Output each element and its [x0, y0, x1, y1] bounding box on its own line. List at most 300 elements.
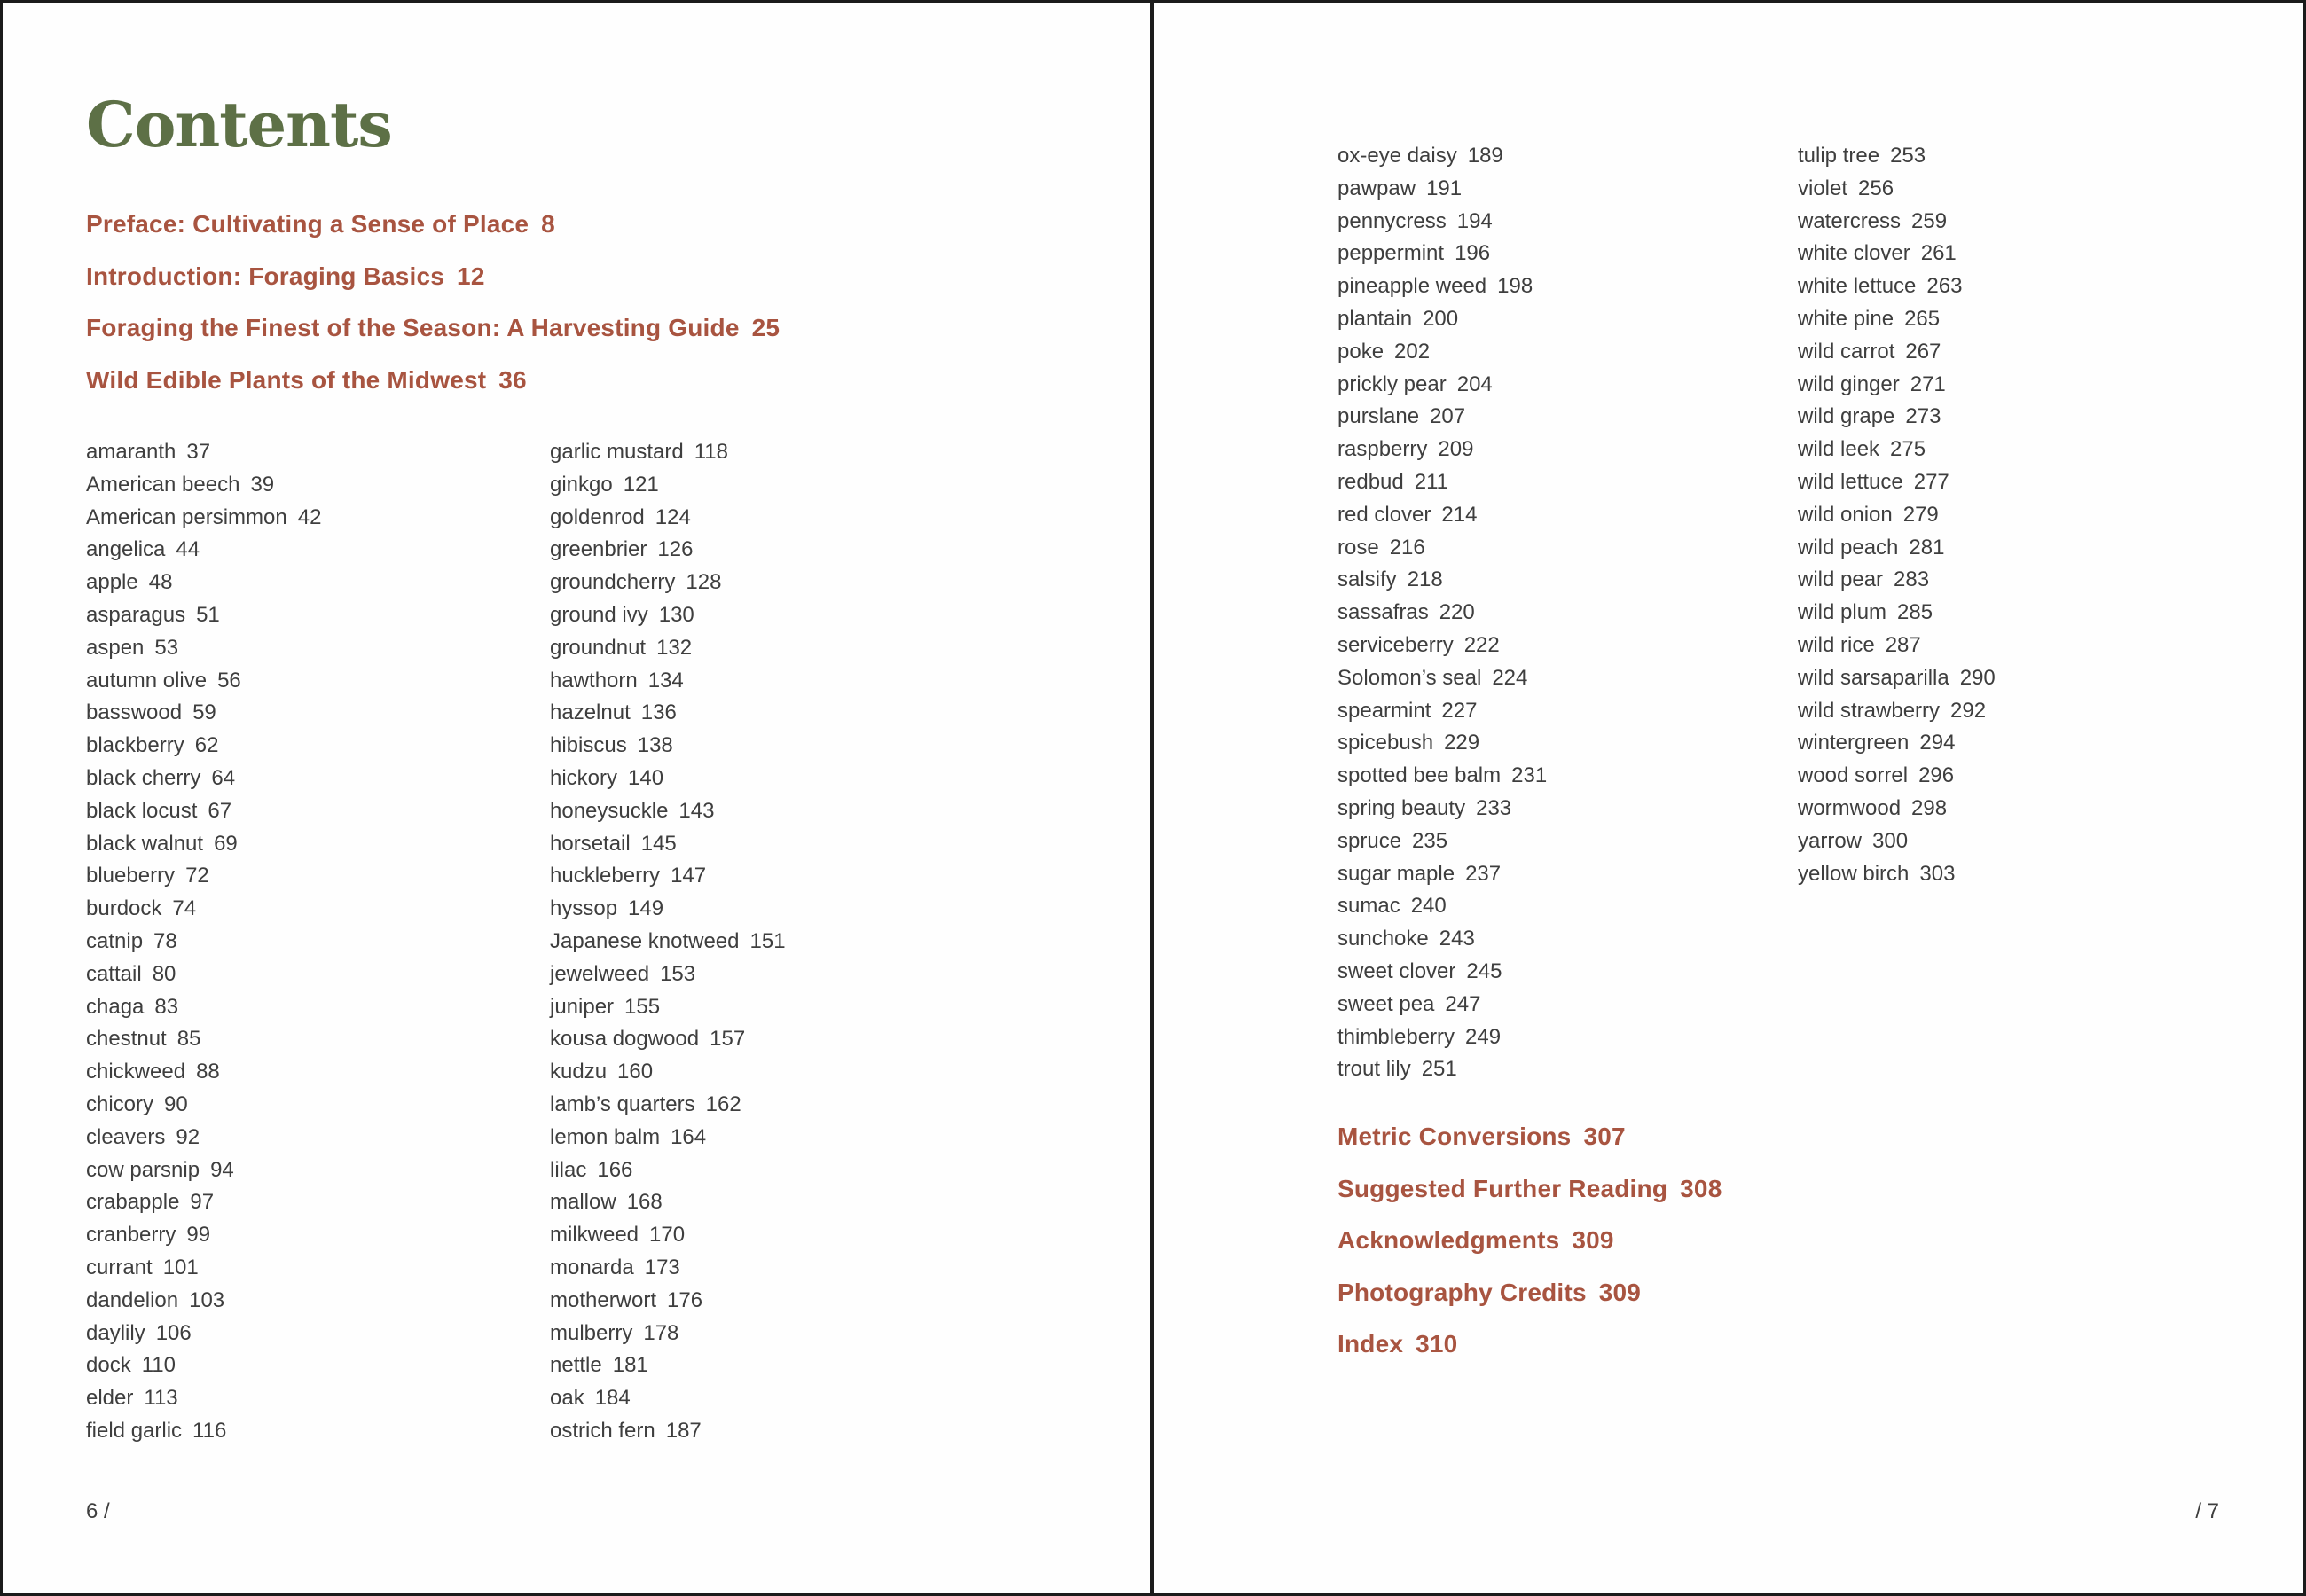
entry-label: aspen: [86, 635, 145, 660]
entry-label: hazelnut: [550, 700, 631, 725]
plant-entry: [86, 1287, 321, 1320]
entry-page-number: 92: [176, 1124, 200, 1149]
entry-label: wild ginger: [1798, 372, 1900, 396]
plant-entry: [1798, 567, 1996, 599]
entry-label: garlic mustard: [550, 440, 684, 464]
entry-label: dandelion: [86, 1287, 179, 1312]
entry-label: hyssop: [550, 896, 618, 921]
entry-label: chicory: [86, 1091, 154, 1116]
plant-entry: [550, 798, 786, 831]
entry-label: kudzu: [550, 1060, 608, 1084]
entry-page-number: 37: [186, 440, 211, 464]
entry-label: hickory: [550, 765, 618, 790]
entry-page-number: 300: [1872, 828, 1909, 853]
back-matter-list: [1337, 1122, 1722, 1381]
entry-page-number: 273: [1905, 404, 1941, 429]
entry-page-number: 307: [1583, 1123, 1626, 1150]
plant-entry: [550, 1157, 786, 1190]
entry-page-number: 53: [154, 635, 179, 660]
entry-page-number: 110: [141, 1353, 176, 1378]
plant-entry: [1337, 991, 1547, 1024]
entry-label: wild pear: [1798, 567, 1884, 592]
plant-entry: [86, 863, 321, 896]
entry-label: black cherry: [86, 765, 201, 790]
entry-page-number: 67: [208, 798, 232, 823]
plant-entry: [1798, 372, 1996, 404]
page-number-left: 6 /: [86, 1499, 110, 1523]
entry-label: cattail: [86, 961, 142, 986]
plant-entry: [1798, 698, 1996, 731]
entry-page-number: 36: [498, 365, 527, 394]
entry-page-number: 178: [643, 1320, 679, 1345]
entry-label: prickly pear: [1337, 372, 1447, 396]
plant-entry: [550, 1255, 786, 1287]
entry-page-number: 229: [1444, 731, 1480, 755]
plant-list-left-column-2: [550, 439, 786, 1451]
entry-label: chickweed: [86, 1060, 186, 1084]
plant-entry: [550, 439, 786, 472]
entry-page-number: 287: [1885, 632, 1921, 657]
entry-label: Suggested Further Reading: [1337, 1174, 1668, 1202]
plant-entry: [1337, 958, 1547, 991]
plant-entry: [550, 1026, 786, 1059]
entry-page-number: 207: [1430, 404, 1466, 429]
plant-entry: [1798, 306, 1996, 339]
entry-label: pineapple weed: [1337, 274, 1487, 299]
plant-entry: [1798, 535, 1996, 567]
entry-label: salsify: [1337, 567, 1397, 592]
front-matter-entry: [86, 262, 780, 314]
plant-entry: [1337, 403, 1547, 436]
front-matter-entry: [86, 313, 780, 365]
entry-label: field garlic: [86, 1418, 183, 1443]
entry-label: jewelweed: [550, 961, 650, 986]
plant-entry: [1337, 861, 1547, 894]
entry-page-number: 25: [751, 314, 780, 341]
plant-entry: [1337, 240, 1547, 273]
entry-page-number: 235: [1412, 828, 1448, 853]
entry-label: Index: [1337, 1330, 1404, 1357]
plant-entry: [550, 668, 786, 700]
entry-label: dock: [86, 1353, 131, 1378]
entry-label: redbud: [1337, 469, 1404, 494]
entry-page-number: 220: [1439, 600, 1475, 625]
entry-label: blackberry: [86, 733, 184, 758]
entry-label: sassafras: [1337, 600, 1429, 625]
entry-label: poke: [1337, 339, 1384, 364]
entry-page-number: 113: [144, 1386, 178, 1411]
plant-entry: [86, 536, 321, 569]
plant-entry: [1337, 795, 1547, 828]
entry-label: autumn olive: [86, 668, 208, 692]
plant-entry: [86, 831, 321, 864]
plant-entry: [1337, 502, 1547, 535]
entry-page-number: 151: [749, 928, 786, 953]
plant-entry: [1337, 436, 1547, 469]
entry-label: purslane: [1337, 404, 1420, 429]
entry-label: Wild Edible Plants of the Midwest: [86, 365, 487, 394]
plant-entry: [86, 765, 321, 798]
entry-page-number: 124: [655, 505, 691, 529]
entry-page-number: 222: [1463, 632, 1500, 657]
entry-page-number: 187: [665, 1418, 702, 1443]
entry-page-number: 224: [1492, 665, 1528, 690]
plant-entry: [1798, 795, 1996, 828]
plant-entry: [1337, 273, 1547, 306]
plant-entry: [550, 1091, 786, 1124]
plant-entry: [86, 439, 321, 472]
entry-page-number: 308: [1680, 1174, 1722, 1202]
plant-entry: [86, 1320, 321, 1353]
entry-label: American persimmon: [86, 505, 287, 529]
plant-entry: [86, 1418, 321, 1451]
entry-page-number: 253: [1890, 144, 1926, 168]
plant-entry: [86, 1222, 321, 1255]
entry-page-number: 198: [1497, 274, 1533, 299]
plant-entry: [550, 1189, 786, 1222]
plant-entry: [1798, 665, 1996, 698]
entry-page-number: 130: [658, 602, 694, 627]
entry-page-number: 240: [1410, 894, 1447, 919]
back-matter-entry: [1337, 1174, 1722, 1226]
entry-label: white clover: [1798, 241, 1910, 266]
plant-entry: [1337, 535, 1547, 567]
entry-page-number: 145: [640, 831, 677, 856]
plant-entry: [86, 994, 321, 1027]
plant-entry: [1798, 599, 1996, 632]
plant-entry: [86, 798, 321, 831]
plant-entry: [1337, 469, 1547, 502]
plant-entry: [1798, 403, 1996, 436]
entry-label: American beech: [86, 472, 240, 497]
plant-entry: [86, 668, 321, 700]
entry-page-number: 285: [1897, 600, 1933, 625]
plant-entry: [86, 602, 321, 635]
entry-page-number: 39: [250, 472, 275, 497]
plant-entry: [86, 700, 321, 732]
entry-page-number: 176: [667, 1287, 703, 1312]
entry-label: chestnut: [86, 1027, 167, 1052]
entry-label: honeysuckle: [550, 798, 669, 823]
plant-list-right-column-1: [1337, 143, 1547, 1089]
plant-entry: [550, 896, 786, 928]
entry-label: pawpaw: [1337, 176, 1416, 200]
entry-page-number: 296: [1918, 763, 1955, 788]
plant-entry: [550, 863, 786, 896]
plant-entry: [1337, 208, 1547, 241]
entry-label: black locust: [86, 798, 198, 823]
entry-label: spotted bee balm: [1337, 763, 1502, 788]
entry-label: serviceberry: [1337, 632, 1454, 657]
entry-page-number: 166: [597, 1157, 633, 1182]
plant-entry: [1337, 1024, 1547, 1057]
plant-entry: [86, 1059, 321, 1091]
entry-page-number: 214: [1441, 502, 1478, 527]
entry-page-number: 173: [644, 1255, 680, 1279]
plant-entry: [86, 569, 321, 602]
entry-label: wild plum: [1798, 600, 1887, 625]
entry-label: sweet clover: [1337, 958, 1456, 983]
plant-entry: [1337, 1056, 1547, 1089]
entry-label: nettle: [550, 1353, 602, 1378]
entry-label: red clover: [1337, 502, 1431, 527]
entry-label: Photography Credits: [1337, 1278, 1587, 1306]
entry-page-number: 247: [1445, 991, 1481, 1016]
plant-entry: [1337, 698, 1547, 731]
entry-page-number: 94: [210, 1157, 234, 1182]
entry-label: ox-eye daisy: [1337, 144, 1457, 168]
entry-page-number: 69: [214, 831, 238, 856]
plant-entry: [1337, 730, 1547, 763]
entry-page-number: 74: [172, 896, 197, 921]
back-matter-entry: [1337, 1122, 1722, 1174]
entry-page-number: 202: [1394, 339, 1431, 364]
entry-label: asparagus: [86, 602, 186, 627]
entry-page-number: 51: [196, 602, 220, 627]
plant-entry: [1337, 599, 1547, 632]
entry-page-number: 78: [153, 928, 177, 953]
entry-label: spicebush: [1337, 731, 1434, 755]
entry-label: juniper: [550, 994, 615, 1019]
entry-page-number: 147: [671, 864, 707, 888]
entry-page-number: 168: [626, 1190, 663, 1215]
entry-label: Introduction: Foraging Basics: [86, 262, 445, 290]
entry-label: yarrow: [1798, 828, 1863, 853]
plant-entry: [550, 1287, 786, 1320]
entry-label: raspberry: [1337, 437, 1428, 462]
plant-entry: [1798, 730, 1996, 763]
plant-entry: [86, 635, 321, 668]
entry-label: elder: [86, 1386, 134, 1411]
entry-page-number: 209: [1438, 437, 1474, 462]
entry-label: blueberry: [86, 864, 176, 888]
entry-label: groundnut: [550, 635, 647, 660]
entry-page-number: 12: [457, 262, 485, 290]
plant-entry: [1337, 632, 1547, 665]
entry-label: Preface: Cultivating a Sense of Place: [86, 210, 529, 238]
entry-page-number: 294: [1919, 731, 1956, 755]
entry-page-number: 128: [686, 570, 722, 595]
plant-entry: [1337, 372, 1547, 404]
entry-label: wild peach: [1798, 535, 1899, 559]
plant-entry: [86, 505, 321, 537]
page-title: Contents: [86, 88, 392, 161]
entry-page-number: 44: [176, 537, 200, 562]
plant-entry: [1798, 436, 1996, 469]
plant-entry: [1798, 339, 1996, 372]
entry-page-number: 121: [623, 472, 659, 497]
plant-entry: [1798, 240, 1996, 273]
plant-entry: [1337, 339, 1547, 372]
back-matter-entry: [1337, 1329, 1722, 1381]
entry-label: hibiscus: [550, 733, 627, 758]
entry-page-number: 157: [710, 1027, 746, 1052]
entry-label: wild grape: [1798, 404, 1895, 429]
plant-entry: [1798, 208, 1996, 241]
entry-label: Japanese knotweed: [550, 928, 740, 953]
plant-entry: [1337, 665, 1547, 698]
back-matter-entry: [1337, 1225, 1722, 1278]
entry-page-number: 155: [624, 994, 661, 1019]
entry-label: lemon balm: [550, 1124, 661, 1149]
plant-entry: [550, 1059, 786, 1091]
plant-entry: [550, 1385, 786, 1418]
plant-entry: [550, 732, 786, 765]
plant-entry: [550, 1320, 786, 1353]
plant-entry: [550, 1418, 786, 1451]
entry-page-number: 153: [660, 961, 696, 986]
entry-page-number: 80: [152, 961, 176, 986]
entry-page-number: 196: [1455, 241, 1491, 266]
front-matter-entry: [86, 209, 780, 262]
plant-entry: [86, 472, 321, 505]
plant-entry: [86, 1124, 321, 1157]
plant-entry: [1337, 893, 1547, 926]
entry-page-number: 184: [594, 1386, 631, 1411]
entry-page-number: 189: [1467, 144, 1503, 168]
entry-label: wild strawberry: [1798, 698, 1941, 723]
plant-entry: [1337, 763, 1547, 795]
entry-label: white lettuce: [1798, 274, 1917, 299]
plant-entry: [1798, 273, 1996, 306]
entry-page-number: 292: [1950, 698, 1987, 723]
plant-entry: [1798, 502, 1996, 535]
entry-label: wild lettuce: [1798, 469, 1903, 494]
plant-entry: [550, 765, 786, 798]
entry-label: Solomon’s seal: [1337, 665, 1482, 690]
entry-label: cranberry: [86, 1223, 176, 1248]
entry-label: greenbrier: [550, 537, 647, 562]
entry-page-number: 271: [1910, 372, 1946, 396]
plant-list-left-column-1: [86, 439, 321, 1451]
entry-label: rose: [1337, 535, 1379, 559]
entry-page-number: 227: [1441, 698, 1478, 723]
entry-label: hawthorn: [550, 668, 638, 692]
entry-label: horsetail: [550, 831, 631, 856]
entry-page-number: 134: [647, 668, 684, 692]
plant-entry: [86, 961, 321, 994]
entry-label: tulip tree: [1798, 144, 1880, 168]
entry-label: motherwort: [550, 1287, 657, 1312]
entry-label: Metric Conversions: [1337, 1123, 1572, 1150]
entry-page-number: 245: [1466, 958, 1502, 983]
entry-page-number: 259: [1911, 208, 1948, 233]
entry-label: spring beauty: [1337, 795, 1466, 820]
plant-entry: [550, 928, 786, 961]
entry-label: milkweed: [550, 1223, 639, 1248]
plant-entry: [86, 732, 321, 765]
entry-page-number: 132: [656, 635, 693, 660]
entry-page-number: 149: [628, 896, 664, 921]
entry-label: kousa dogwood: [550, 1027, 700, 1052]
entry-page-number: 97: [190, 1190, 215, 1215]
entry-page-number: 309: [1598, 1278, 1642, 1306]
entry-label: cow parsnip: [86, 1157, 200, 1182]
entry-page-number: 249: [1465, 1024, 1502, 1049]
plant-entry: [86, 1026, 321, 1059]
plant-entry: [550, 994, 786, 1027]
page-divider: [1150, 0, 1154, 1596]
plant-entry: [86, 1157, 321, 1190]
entry-page-number: 237: [1465, 861, 1502, 886]
entry-label: Foraging the Finest of the Season: A Harvesting Guide: [86, 314, 740, 341]
entry-label: apple: [86, 570, 138, 595]
entry-page-number: 243: [1439, 927, 1475, 951]
entry-label: mallow: [550, 1190, 616, 1215]
entry-label: trout lily: [1337, 1057, 1411, 1082]
plant-entry: [86, 1385, 321, 1418]
plant-entry: [550, 569, 786, 602]
entry-page-number: 204: [1456, 372, 1493, 396]
entry-label: wild rice: [1798, 632, 1875, 657]
entry-label: spearmint: [1337, 698, 1431, 723]
entry-page-number: 138: [637, 733, 673, 758]
entry-label: amaranth: [86, 440, 176, 464]
entry-label: crabapple: [86, 1190, 180, 1215]
entry-page-number: 218: [1407, 567, 1443, 592]
entry-page-number: 85: [176, 1027, 201, 1052]
entry-label: goldenrod: [550, 505, 645, 529]
entry-label: burdock: [86, 896, 162, 921]
front-matter-entry: [86, 365, 780, 418]
entry-page-number: 191: [1426, 176, 1463, 200]
plant-entry: [1798, 763, 1996, 795]
plant-entry: [550, 472, 786, 505]
entry-page-number: 8: [541, 210, 555, 238]
entry-page-number: 181: [612, 1353, 648, 1378]
entry-label: white pine: [1798, 306, 1894, 331]
entry-page-number: 283: [1894, 567, 1930, 592]
entry-page-number: 263: [1926, 274, 1963, 299]
entry-label: wintergreen: [1798, 731, 1910, 755]
entry-label: basswood: [86, 700, 183, 725]
plant-entry: [86, 1091, 321, 1124]
entry-label: ginkgo: [550, 472, 613, 497]
back-matter-entry: [1337, 1278, 1722, 1330]
entry-label: peppermint: [1337, 241, 1445, 266]
entry-page-number: 281: [1909, 535, 1945, 559]
entry-page-number: 194: [1456, 208, 1493, 233]
entry-page-number: 99: [186, 1223, 211, 1248]
entry-label: wild leek: [1798, 437, 1880, 462]
entry-label: wild onion: [1798, 502, 1893, 527]
entry-label: sweet pea: [1337, 991, 1435, 1016]
entry-page-number: 216: [1389, 535, 1425, 559]
entry-page-number: 310: [1416, 1330, 1458, 1357]
plant-entry: [86, 896, 321, 928]
entry-label: chaga: [86, 994, 145, 1019]
entry-page-number: 251: [1421, 1057, 1457, 1082]
entry-page-number: 164: [671, 1124, 707, 1149]
entry-page-number: 162: [705, 1091, 741, 1116]
entry-label: wild carrot: [1798, 339, 1895, 364]
entry-label: oak: [550, 1386, 584, 1411]
entry-page-number: 62: [194, 733, 219, 758]
plant-entry: [550, 1222, 786, 1255]
entry-label: monarda: [550, 1255, 634, 1279]
entry-label: ostrich fern: [550, 1418, 655, 1443]
entry-page-number: 48: [148, 570, 173, 595]
entry-label: sugar maple: [1337, 861, 1455, 886]
entry-label: wild sarsaparilla: [1798, 665, 1949, 690]
entry-label: currant: [86, 1255, 153, 1279]
entry-page-number: 200: [1423, 306, 1459, 331]
entry-page-number: 267: [1905, 339, 1941, 364]
plant-entry: [1798, 176, 1996, 208]
entry-label: daylily: [86, 1320, 145, 1345]
entry-label: lilac: [550, 1157, 587, 1182]
plant-entry: [86, 928, 321, 961]
